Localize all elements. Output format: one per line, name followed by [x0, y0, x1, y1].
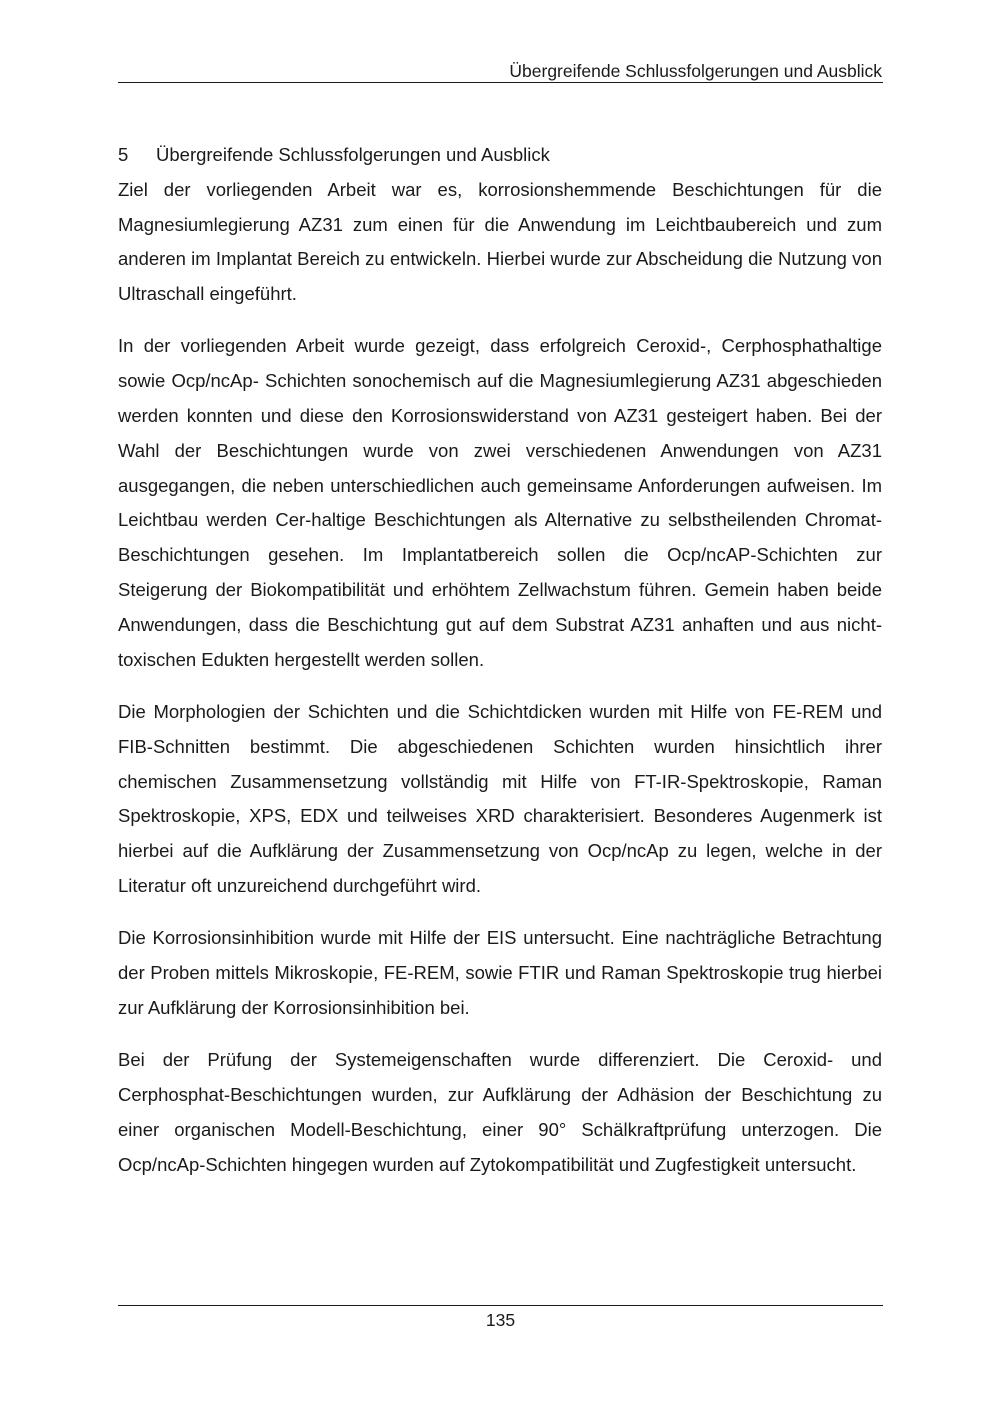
- paragraph: In der vorliegenden Arbeit wurde gezeigt, dass erfolgreich Ceroxid-, Cerphosphathaltige sowie Ocp/ncAp- Schichten sonochemisch auf die Magnesiumlegierung AZ31 abgeschieden werden konnten und diese den Korrosionswiderstand von AZ31 gesteigert haben. Bei der Wahl der Beschichtungen wurde von zwei verschiedenen Anwendungen von AZ31 ausgegangen, die neben unterschiedlichen auch gemeinsame Anforderungen aufweisen. Im Leichtbau werden Cer-haltige Beschichtungen als Alternative zu selbstheilenden Chromat-Beschichtungen gesehen. Im Implantatbereich sollen die Ocp/ncAP-Schichten zur Steigerung der Biokompatibilität und erhöhtem Zellwachstum führen. Gemein haben beide Anwendungen, dass die Beschichtung gut auf dem Substrat AZ31 anhaften und aus nicht-toxischen Edukten hergestellt werden sollen.: [118, 335, 882, 670]
- header-rule: [118, 82, 883, 83]
- paragraph: Die Morphologien der Schichten und die Schichtdicken wurden mit Hilfe von FE-REM und FIB-Schnitten bestimmt. Die abgeschiedenen Schichten wurden hinsichtlich ihrer chemischen Zusammensetzung vollständig mit Hilfe von FT-IR-Spektroskopie, Raman Spektroskopie, XPS, EDX und teilweises XRD charakterisiert. Besonderes Augenmerk ist hierbei auf die Aufklärung der Zusammensetzung von Ocp/ncAp zu legen, welche in der Literatur oft unzureichend durchgeführt wird.: [118, 700, 882, 896]
- paragraph: Bei der Prüfung der Systemeigenschaften wurde differenziert. Die Ceroxid- und Cerphosphat-Beschichtungen wurden, zur Aufklärung der Adhäsion der Beschichtung zu einer organischen Modell-Beschichtung, einer 90° Schälkraftprüfung unterzogen. Die Ocp/ncAp-Schichten hingegen wurden auf Zytokompatibilität und Zugfestigkeit untersucht.: [118, 1049, 882, 1175]
- page-body: [118, 138, 882, 1200]
- chapter-title: Übergreifende Schlussfolgerungen und Ausblick: [156, 144, 550, 165]
- footer-rule: [118, 1305, 883, 1306]
- paragraph: Ziel der vorliegenden Arbeit war es, korrosionshemmende Beschichtungen für die Magnesiumlegierung AZ31 zum einen für die Anwendung im Leichtbaubereich und zum anderen im Implantat Bereich zu entwickeln. Hierbei wurde zur Abscheidung die Nutzung von Ultraschall eingeführt.: [118, 178, 882, 305]
- page-number: 135: [485, 1310, 516, 1330]
- chapter-heading: [118, 138, 882, 173]
- chapter-number: 5: [118, 144, 129, 165]
- running-header: Übergreifende Schlussfolgerungen und Ausblick: [509, 61, 882, 81]
- paragraph: Die Korrosionsinhibition wurde mit Hilfe der EIS untersucht. Eine nachträgliche Betrachtung der Proben mittels Mikroskopie, FE-REM, sowie FTIR und Raman Spektroskopie trug hierbei zur Aufklärung der Korrosionsinhibition bei.: [118, 927, 882, 1018]
